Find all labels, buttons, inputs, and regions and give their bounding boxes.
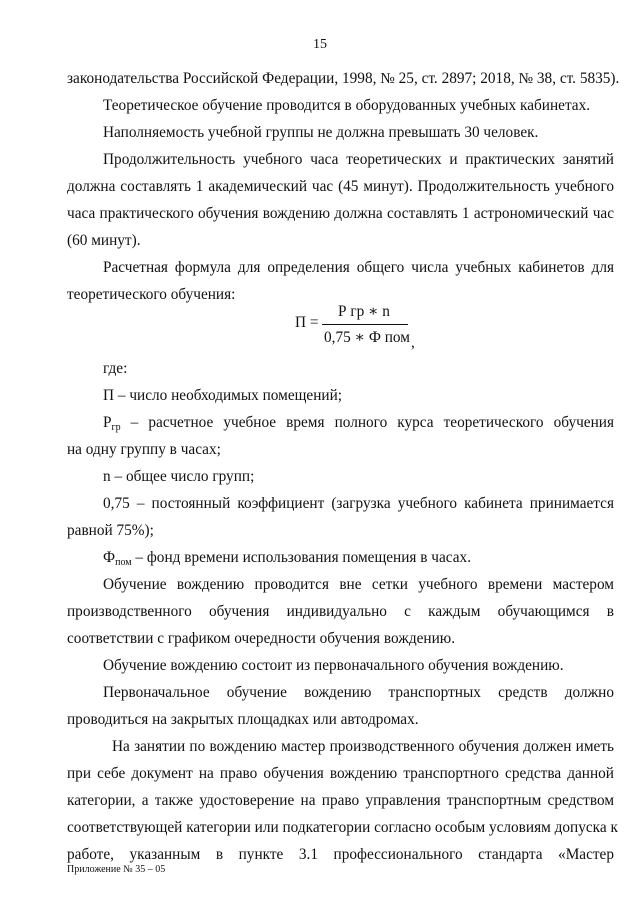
text-line: теоретического обучения: — [67, 286, 236, 303]
symbol: Р — [103, 414, 112, 431]
definition-text: – расчетное учебное время полного курса теоретического обучения — [120, 414, 614, 431]
formula-comma: , — [411, 334, 415, 351]
text-line: категории, а также удостоверение на право управления транспортным средством — [67, 792, 614, 809]
text-line: Расчетная формула для определения общего числа учебных кабинетов для — [103, 259, 614, 276]
text-line: где: — [103, 360, 128, 377]
text-line: законодательства Российской Федерации, 1998, № 25, ст. 2897; 2018, № 38, ст. 5835). — [67, 70, 620, 87]
text-line: П – число необходимых помещений; — [103, 387, 343, 404]
footer-note: Приложение № 35 – 05 — [67, 864, 166, 875]
text-line: Наполняемость учебной группы не должна превышать 30 человек. — [103, 124, 539, 141]
text-line: Обучение вождению состоит из первоначального обучения вождению. — [103, 657, 564, 674]
fraction-bar — [322, 324, 408, 325]
formula — [290, 300, 430, 360]
subscript: гр — [111, 422, 121, 433]
formula-numerator: Р гр ∗ n — [338, 303, 390, 320]
text-line — [67, 409, 614, 436]
definition-text: – фонд времени использования помещения в часах. — [131, 549, 472, 566]
text-line: n – общее число групп; — [103, 468, 255, 485]
text-line: часа практического обучения вождению должна составлять 1 астрономический час — [67, 205, 614, 222]
subscript: пом — [115, 557, 132, 568]
text-line: работе, указанным в пункте 3.1 профессионального стандарта «Мастер — [67, 846, 614, 863]
text-line: равной 75%); — [67, 522, 154, 539]
text-line: производственного обучения индивидуально с каждым обучающимся в — [67, 603, 614, 620]
text-line: должна составлять 1 академический час (45 минут). Продолжительность учебного — [67, 178, 614, 195]
formula-denominator: 0,75 ∗ Ф пом — [324, 329, 410, 346]
text-line: Обучение вождению проводится вне сетки учебного времени мастером — [103, 576, 614, 593]
text-line: Теоретическое обучение проводится в оборудованных учебных кабинетах. — [103, 97, 591, 114]
text-line: 0,75 – постоянный коэффициент (загрузка учебного кабинета принимается — [103, 495, 614, 512]
symbol: Ф — [103, 549, 116, 566]
text-line: на одну группу в часах; — [67, 441, 221, 458]
text-line: при себе документ на право обучения вождению транспортного средства данной — [67, 765, 614, 782]
text-line: Продолжительность учебного часа теоретических и практических занятий — [103, 151, 614, 168]
page-number: 15 — [313, 37, 327, 52]
text-line: На занятии по вождению мастер производственного обучения должен иметь — [112, 738, 614, 755]
text-line: проводиться на закрытых площадках или автодромах. — [67, 711, 419, 728]
text-line: соответствующей категории или подкатегории согласно особым условиям допуска к — [67, 819, 618, 836]
text-line: (60 минут). — [67, 232, 141, 249]
text-line: соответствии с графиком очередности обучения вождению. — [67, 630, 456, 647]
formula-lhs: П = — [295, 314, 319, 331]
text-line — [67, 544, 614, 571]
text-line: Первоначальное обучение вождению транспортных средств должно — [103, 684, 614, 701]
